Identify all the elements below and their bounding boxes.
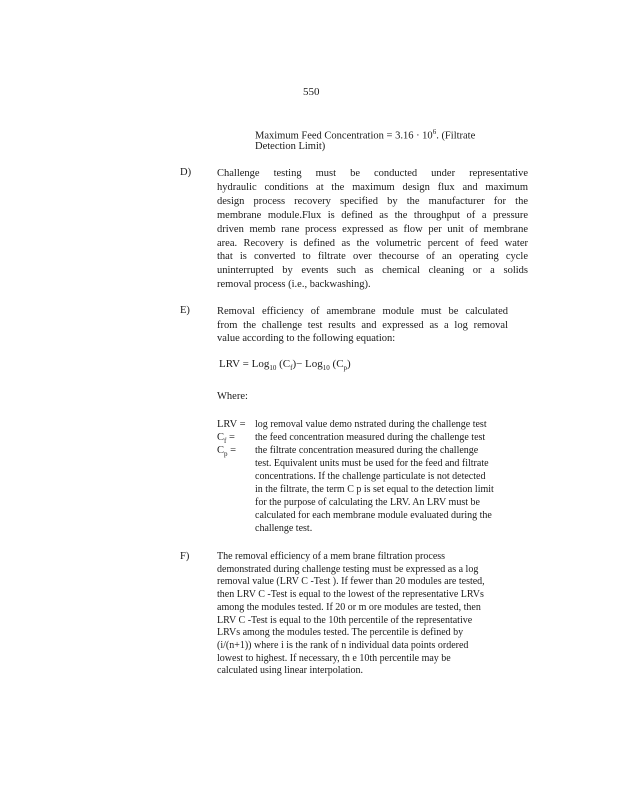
section-d-line: uninterrupted by events such as chemical cleaning or a solids xyxy=(217,265,528,277)
section-f-line: removal value (LRV C -Test ). If fewer than 20 modules are tested, xyxy=(217,576,485,588)
section-d-line: Challenge testing must be conducted under representative xyxy=(217,168,528,179)
page-number: 550 xyxy=(303,86,320,98)
section-e-line: Removal efficiency of amembrane module must be calculated xyxy=(217,306,508,317)
section-d-line: hydraulic conditions at the maximum design flux and maximum xyxy=(217,181,528,193)
def-cp-line: in the filtrate, the term C p is set equal to the detection limit xyxy=(255,484,494,495)
def-lrv-line: log removal value demo nstrated during the challenge test xyxy=(255,419,487,430)
def-cp-line: test. Equivalent units must be used for the feed and filtrate xyxy=(255,458,489,469)
section-d-line: membrane module.Flux is defined as the throughput of a pressure xyxy=(217,209,528,221)
eq-cf: (C xyxy=(279,358,291,370)
def-cp-line: calculated for each membrane module evaluated during the xyxy=(255,510,492,521)
eq-sub-1: 10 xyxy=(269,364,277,373)
def-cf-c: C xyxy=(217,432,225,443)
max-feed-tail: . (Filtrate xyxy=(436,130,476,142)
section-f-body xyxy=(217,551,517,678)
eq-cp-sub: p xyxy=(343,364,348,373)
def-cp-line: concentrations. If the challenge particulate is not detected xyxy=(255,471,486,482)
section-d-line: that is converted to filtrate over thecourse of an operating cycle xyxy=(217,251,528,263)
section-d-line: driven memb rane process expressed as flow per unit of membrane xyxy=(217,223,528,235)
eq-cf-sub: f xyxy=(290,364,293,373)
section-d-line: removal process (i.e., backwashing). xyxy=(217,279,371,291)
eq-cp: (C xyxy=(332,358,344,370)
def-cf-line: the feed concentration measured during the challenge test xyxy=(255,432,486,443)
def-cp-line: challenge test. xyxy=(255,523,313,534)
section-f-line: calculated using linear interpolation. xyxy=(217,665,364,677)
section-f-line: demonstrated during challenge testing must be expressed as a log xyxy=(217,563,479,575)
eq-lhs: LRV = Log xyxy=(219,358,270,370)
section-f-line: then LRV C -Test is equal to the lowest of the representative LRVs xyxy=(217,589,484,601)
def-cp-sub: p xyxy=(224,450,228,459)
section-f-label: F) xyxy=(180,551,190,562)
def-cf-eq: = xyxy=(226,432,235,443)
section-d-line: area. Recovery is defined as the volumetric percent of feed water xyxy=(217,237,528,249)
section-d-line: design process recovery specified by the manufacturer for the xyxy=(217,195,528,207)
lrv-equation xyxy=(219,358,351,372)
def-cf-sub: f xyxy=(224,437,227,446)
section-f-line: LRV C -Test is equal to the 10th percentile of the representative xyxy=(217,614,473,626)
eq-end: ) xyxy=(347,358,351,370)
where-label: Where: xyxy=(217,391,248,402)
section-e-line: value according to the following equation: xyxy=(217,333,396,344)
max-feed-exponent: 6 xyxy=(432,128,437,136)
eq-sub-2: 10 xyxy=(322,364,330,373)
max-feed-line-2: Detection Limit) xyxy=(255,141,326,152)
section-d-label: D) xyxy=(180,167,192,178)
def-cp-text xyxy=(255,444,510,535)
section-f-line: (i/(n+1)) where i is the rank of n individual data points ordered xyxy=(217,639,469,651)
section-e-line: from the challenge test results and expressed as a log removal xyxy=(217,319,508,331)
section-e-label: E) xyxy=(180,305,190,316)
section-f-line: among the modules tested. If 20 or m ore modules are tested, then xyxy=(217,601,481,613)
eq-mid: )− Log xyxy=(292,358,323,370)
section-f-line: lowest to highest. If necessary, th e 10th percentile may be xyxy=(217,652,451,664)
def-lrv-term: LRV = xyxy=(217,419,246,430)
def-cp-eq: = xyxy=(227,445,237,456)
def-cp-c: C xyxy=(217,445,225,456)
def-cp-line: the filtrate concentration measured during the challenge xyxy=(255,445,479,456)
section-f-line: LRVs among the modules tested. The percentile is defined by xyxy=(217,627,464,639)
def-cp-line: for the purpose of calculating the LRV. An LRV must be xyxy=(255,497,480,508)
def-cf-text xyxy=(255,431,510,444)
def-cp-term xyxy=(217,444,236,461)
section-f-line: The removal efficiency of a mem brane filtration process xyxy=(217,551,446,562)
def-lrv-text xyxy=(255,418,510,431)
max-feed-text: Maximum Feed Concentration = 3.16 · 10 xyxy=(255,130,433,142)
